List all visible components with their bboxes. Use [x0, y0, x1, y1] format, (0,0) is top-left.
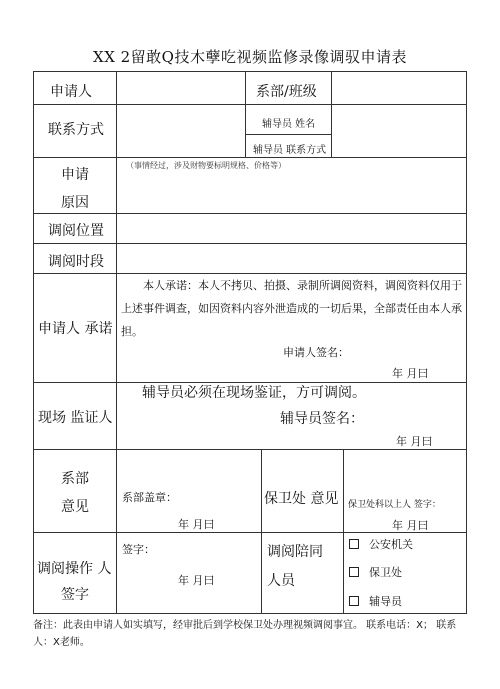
reason-label-line2: 原因: [61, 195, 89, 211]
checkbox-security-office[interactable]: [349, 567, 359, 577]
option-security-office[interactable]: [349, 564, 402, 580]
location-field[interactable]: [117, 214, 466, 243]
checkbox-police[interactable]: [349, 539, 359, 549]
counselor-contact-label: 辅导员 联系方式: [253, 145, 327, 156]
applicant-label: 申请人: [50, 84, 92, 100]
contact-field[interactable]: [117, 105, 244, 157]
column-divider: [245, 71, 246, 157]
row-divider: [245, 134, 331, 135]
security-opinion-date: 年 月曰: [392, 519, 429, 532]
period-label: 调阅时段: [48, 254, 104, 270]
checkbox-counselor[interactable]: [349, 596, 359, 606]
option-counselor[interactable]: [349, 593, 402, 609]
pledge-label: 申请人 承诺: [38, 321, 113, 337]
column-divider: [343, 449, 344, 614]
location-label: 调阅位置: [48, 223, 104, 239]
reason-hint: （事情经过，涉及财物要标明规格、价格等）: [126, 161, 286, 170]
operator-sign-label: 签字：: [122, 543, 155, 556]
security-sign-label: 保卫处科以上人 签字：: [348, 500, 441, 510]
operator-label-line1: 调阅操作 人: [37, 561, 112, 577]
column-divider: [261, 449, 262, 614]
dept-opinion-date: 年 月曰: [178, 518, 215, 531]
dept-class-field[interactable]: [332, 72, 466, 104]
operator-label-line2: 签字: [61, 587, 89, 603]
witness-sign-label: 辅导员签名：: [280, 411, 364, 427]
pledge-text: 本人承诺：本人不拷贝、拍摄、录制所调阅资料，调阅资料仅用于上述事件调查，如因资料内容外泄造成的一切后果，全部责任由本人承担。: [121, 279, 462, 338]
row-divider: [33, 449, 467, 450]
escort-label-line2: 人员: [267, 573, 295, 589]
dept-stamp-label: 系部盖章：: [122, 491, 177, 504]
dept-opinion-label-line1: 系部: [61, 471, 89, 487]
form-title: XX 2留敢Q技木孽吃视频监修录像调驭申请表: [93, 48, 407, 66]
counselor-name-field[interactable]: [332, 105, 466, 134]
contact-label: 联系方式: [48, 122, 104, 138]
counselor-name-label: 辅导员 姓名: [262, 119, 316, 130]
reason-label-line1: 申请: [61, 167, 89, 183]
witness-note: 辅导员必须在现场鉴证，方可调阅。: [142, 385, 366, 401]
option-counselor-text: 辅导员: [369, 595, 402, 608]
pledge-date: 年 月曰: [392, 367, 429, 380]
counselor-contact-field[interactable]: [332, 135, 466, 157]
escort-label-line1: 调阅陪同: [267, 544, 323, 560]
pledge-sign-label: 申请人签名：: [283, 346, 349, 359]
witness-date: 年 月曰: [396, 435, 433, 448]
option-police[interactable]: [349, 536, 413, 552]
option-security-office-text: 保卫处: [369, 566, 402, 579]
footer-note: 备注：此表由申请人如实填写，经审批后到学校保卫处办理视频调阅事宜。 联系电话：X； 联系人：X老师。: [33, 620, 457, 648]
witness-label: 现场 监证人: [38, 410, 113, 426]
option-police-text: 公安机关: [369, 538, 413, 551]
dept-class-label: 系部/班级: [256, 84, 317, 100]
reason-field[interactable]: [117, 158, 466, 213]
period-field[interactable]: [117, 244, 466, 273]
dept-opinion-label-line2: 意见: [61, 499, 89, 515]
security-opinion-label: 保卫处 意见: [264, 491, 339, 507]
applicant-field[interactable]: [117, 72, 244, 104]
operator-date: 年 月曰: [178, 574, 215, 587]
